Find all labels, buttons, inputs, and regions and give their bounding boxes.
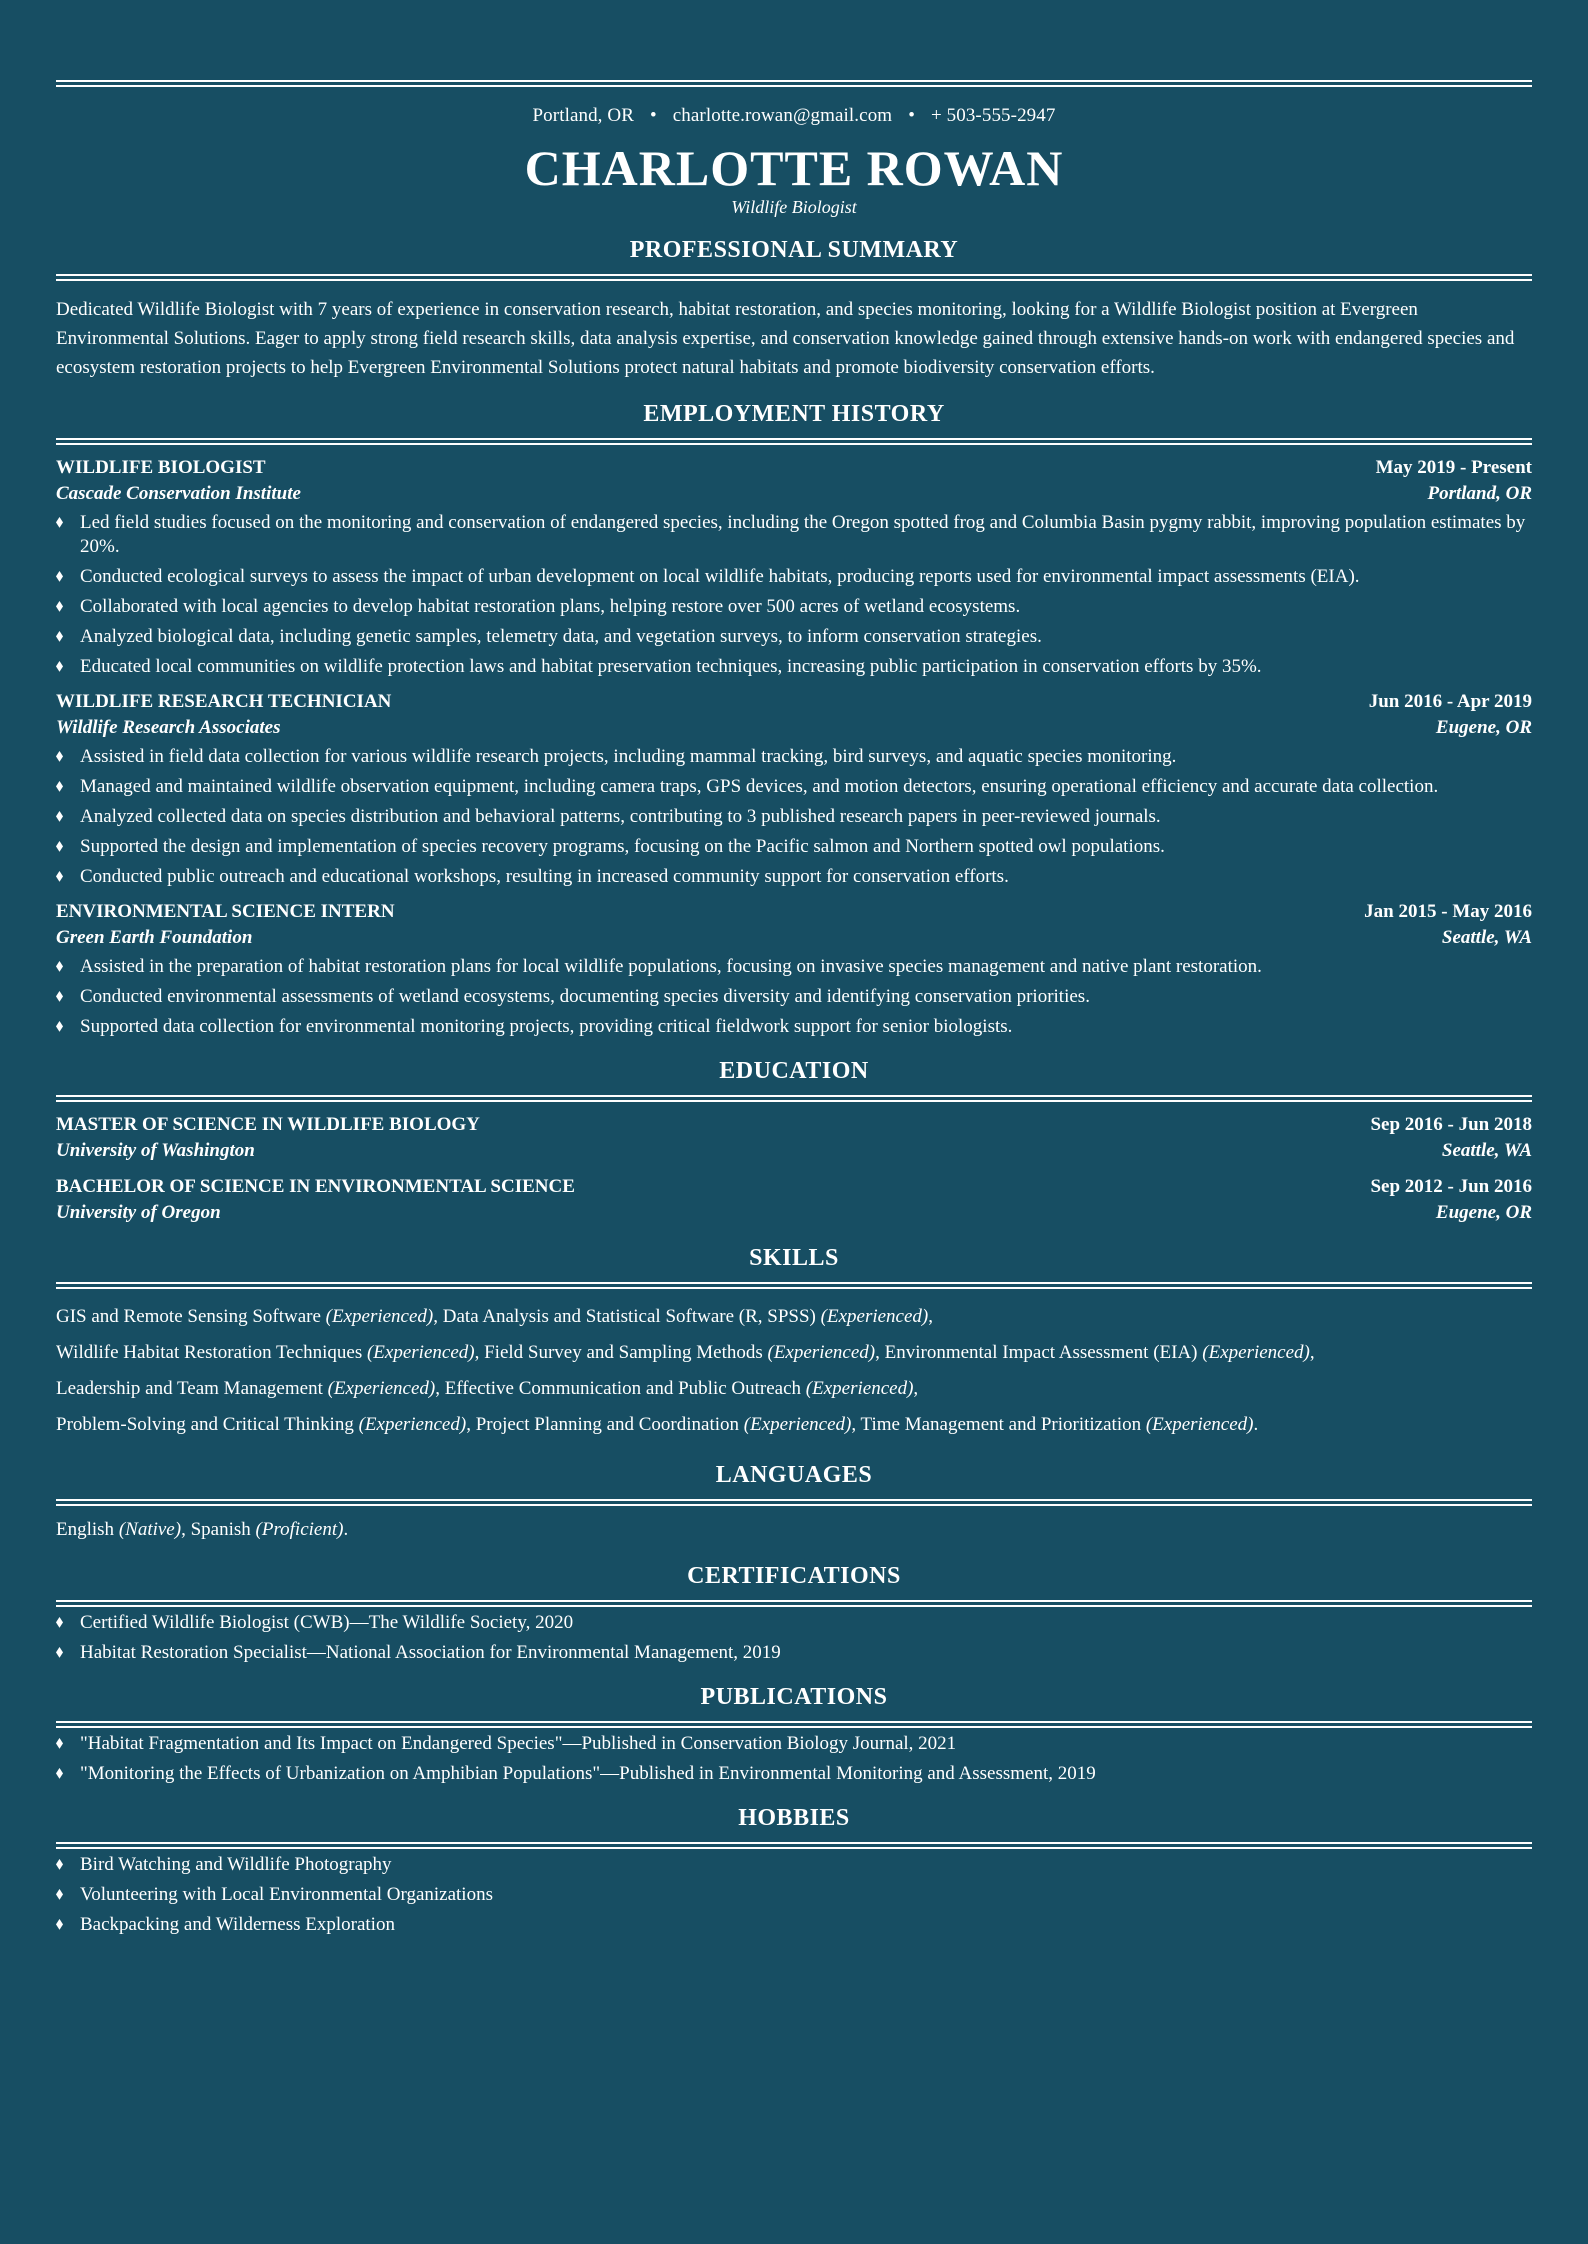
section-rule xyxy=(56,1499,1532,1506)
skills-line xyxy=(56,1407,1532,1443)
candidate-title: Wildlife Biologist xyxy=(731,197,857,217)
skill-name: Project Planning and Coordination xyxy=(475,1414,740,1435)
job-header-row xyxy=(56,689,1532,715)
skill-name: Wildlife Habitat Restoration Techniques xyxy=(56,1342,363,1363)
contact-separator: • xyxy=(908,105,915,126)
skills-list xyxy=(56,1299,1532,1443)
skill-punct: , xyxy=(928,1306,933,1327)
skills-line xyxy=(56,1335,1532,1371)
skill-punct: , xyxy=(433,1306,439,1327)
skill-name: Effective Communication and Public Outreach xyxy=(444,1378,802,1399)
skill-item xyxy=(861,1414,1259,1435)
job-bullet: ◆ Conducted ecological surveys to assess the impact of urban development on local wildlife habitats, producing reports used for environmental impact assessments (EIA). xyxy=(56,565,1532,589)
section-title-skills: SKILLS xyxy=(749,1245,839,1271)
job-bullet: ◆ Assisted in the preparation of habitat restoration plans for local wildlife populations, focusing on invasive species management and native plant restoration. xyxy=(56,955,1532,979)
skill-punct: , xyxy=(875,1342,880,1363)
section-rule xyxy=(56,1095,1532,1102)
education-entry xyxy=(56,1112,1532,1164)
certification-item: ◆ Certified Wildlife Biologist (CWB)—The Wildlife Society, 2020 xyxy=(56,1611,1532,1635)
degree: BACHELOR OF SCIENCE IN ENVIRONMENTAL SCIENCE xyxy=(56,1176,575,1197)
job-bullet: ◆ Analyzed collected data on species distribution and behavioral patterns, contributing to 3 published research papers in peer-reviewed journals. xyxy=(56,805,1532,829)
skill-item xyxy=(445,1378,918,1399)
skill-name: Field Survey and Sampling Methods xyxy=(484,1342,763,1363)
section-title-languages: LANGUAGES xyxy=(715,1462,873,1488)
job-bullets xyxy=(56,955,1532,1039)
degree: MASTER OF SCIENCE IN WILDLIFE BIOLOGY xyxy=(56,1114,480,1135)
skill-punct: , xyxy=(1309,1342,1315,1363)
skill-name: Problem-Solving and Critical Thinking xyxy=(56,1414,354,1435)
language-level: (Proficient) xyxy=(255,1519,344,1540)
skill-punct: , xyxy=(913,1378,919,1399)
publication-item: ◆ "Habitat Fragmentation and Its Impact on Endangered Species"—Published in Conservation Biology Journal, 2021 xyxy=(56,1732,1532,1756)
section-rule xyxy=(56,1282,1532,1289)
skill-item xyxy=(476,1414,856,1435)
section-title-employment: EMPLOYMENT HISTORY xyxy=(643,401,945,427)
job-dates: Jun 2016 - Apr 2019 xyxy=(1368,691,1532,712)
skill-item xyxy=(56,1306,438,1327)
skill-name: GIS and Remote Sensing Software xyxy=(56,1306,321,1327)
language-level: (Native) xyxy=(118,1519,182,1540)
job-bullet: ◆ Analyzed biological data, including genetic samples, telemetry data, and vegetation surveys, to inform conservation strategies. xyxy=(56,625,1532,649)
skill-punct: . xyxy=(1253,1414,1259,1435)
education-location: Eugene, OR xyxy=(1435,1202,1532,1223)
skill-level: (Experienced) xyxy=(1145,1414,1254,1435)
school: University of Oregon xyxy=(56,1202,221,1223)
skill-level: (Experienced) xyxy=(767,1342,876,1363)
hobbies-list xyxy=(56,1853,1532,1937)
job-title: WILDLIFE BIOLOGIST xyxy=(56,457,266,478)
job-dates: Jan 2015 - May 2016 xyxy=(1364,901,1532,922)
section-rule xyxy=(56,438,1532,445)
section-title-publications: PUBLICATIONS xyxy=(700,1684,888,1710)
skill-name: Leadership and Team Management xyxy=(56,1378,323,1399)
skill-name: Environmental Impact Assessment (EIA) xyxy=(884,1342,1198,1363)
skills-line xyxy=(56,1371,1532,1407)
school: University of Washington xyxy=(56,1140,255,1161)
language-item xyxy=(191,1519,349,1540)
language-punct: , xyxy=(181,1519,186,1540)
hobby-item: ◆ Bird Watching and Wildlife Photography xyxy=(56,1853,1532,1877)
contact-location: Portland, OR xyxy=(532,105,634,126)
skill-level: (Experienced) xyxy=(358,1414,467,1435)
skill-punct: , xyxy=(466,1414,471,1435)
job-entry xyxy=(56,899,1532,1039)
job-dates: May 2019 - Present xyxy=(1375,457,1532,478)
job-location: Seattle, WA xyxy=(1441,927,1532,948)
section-rule xyxy=(56,1721,1532,1728)
section-title-summary: PROFESSIONAL SUMMARY xyxy=(629,237,959,263)
employment-list xyxy=(56,455,1532,1039)
skills-line xyxy=(56,1299,1532,1335)
contact-phone[interactable]: + 503-555-2947 xyxy=(930,105,1056,126)
job-bullet: ◆ Supported data collection for environmental monitoring projects, providing critical fieldwork support for senior biologists. xyxy=(56,1015,1532,1039)
skill-level: (Experienced) xyxy=(366,1342,475,1363)
language-item xyxy=(56,1519,186,1540)
education-location: Seattle, WA xyxy=(1441,1140,1532,1161)
section-rule xyxy=(56,1600,1532,1607)
publications-list xyxy=(56,1732,1532,1786)
hobby-item: ◆ Backpacking and Wilderness Exploration xyxy=(56,1913,1532,1937)
contact-line xyxy=(56,105,1532,127)
summary-text: Dedicated Wildlife Biologist with 7 years of experience in conservation research, habitat restoration, and species monitoring, looking for a Wildlife Biologist position at Evergreen Environmental Solutions. Eager to apply strong field research skills, data analysis expertise, and conservation knowledge gained through extensive hands-on work with endangered species and ecosystem restoration projects to help Evergreen Environmental Solutions protect natural habitats and promote biodiversity conservation efforts. xyxy=(56,299,1515,378)
candidate-name: CHARLOTTE ROWAN xyxy=(524,140,1064,196)
languages-list xyxy=(56,1516,1532,1544)
job-title: ENVIRONMENTAL SCIENCE INTERN xyxy=(56,901,395,922)
section-rule xyxy=(56,1842,1532,1849)
skill-punct: , xyxy=(474,1342,480,1363)
certifications-list xyxy=(56,1611,1532,1665)
job-organization: Wildlife Research Associates xyxy=(56,717,281,738)
job-bullet: ◆ Supported the design and implementation of species recovery programs, focusing on the Pacific salmon and Northern spotted owl populations. xyxy=(56,835,1532,859)
education-dates: Sep 2012 - Jun 2016 xyxy=(1370,1176,1532,1197)
job-org-row xyxy=(56,715,1532,741)
skill-level: (Experienced) xyxy=(820,1306,929,1327)
language-name: Spanish xyxy=(190,1519,251,1540)
skill-punct: , xyxy=(435,1378,440,1399)
skill-level: (Experienced) xyxy=(743,1414,852,1435)
job-bullet: ◆ Collaborated with local agencies to develop habitat restoration plans, helping restore over 500 acres of wetland ecosystems. xyxy=(56,595,1532,619)
skill-item xyxy=(484,1342,880,1363)
education-dates: Sep 2016 - Jun 2018 xyxy=(1370,1114,1532,1135)
skill-item xyxy=(443,1306,933,1327)
certification-item: ◆ Habitat Restoration Specialist—National Association for Environmental Management, 2019 xyxy=(56,1641,1532,1665)
job-org-row xyxy=(56,481,1532,507)
publication-item: ◆ "Monitoring the Effects of Urbanization on Amphibian Populations"—Published in Environmental Monitoring and Assessment, 2019 xyxy=(56,1762,1532,1786)
education-list xyxy=(56,1112,1532,1226)
job-bullet: ◆ Managed and maintained wildlife observation equipment, including camera traps, GPS devices, and motion detectors, ensuring operational efficiency and accurate data collection. xyxy=(56,775,1532,799)
job-location: Portland, OR xyxy=(1427,483,1532,504)
language-name: English xyxy=(56,1519,115,1540)
skill-item xyxy=(56,1378,440,1399)
job-organization: Cascade Conservation Institute xyxy=(56,483,301,504)
section-title-education: EDUCATION xyxy=(719,1058,869,1084)
job-header-row xyxy=(56,455,1532,481)
section-title-certifications: CERTIFICATIONS xyxy=(687,1563,901,1589)
job-organization: Green Earth Foundation xyxy=(56,927,253,948)
job-header-row xyxy=(56,899,1532,925)
education-school-row xyxy=(56,1138,1532,1164)
job-bullet: ◆ Conducted environmental assessments of wetland ecosystems, documenting species diversity and identifying conservation priorities. xyxy=(56,985,1532,1009)
hobby-item: ◆ Volunteering with Local Environmental Organizations xyxy=(56,1883,1532,1907)
skill-punct: , xyxy=(851,1414,857,1435)
skill-name: Data Analysis and Statistical Software (R, SPSS) xyxy=(442,1306,816,1327)
job-bullet: ◆ Conducted public outreach and educational workshops, resulting in increased community support for conservation efforts. xyxy=(56,865,1532,889)
education-header-row xyxy=(56,1112,1532,1138)
contact-separator: • xyxy=(649,105,657,126)
skill-item xyxy=(885,1342,1315,1363)
skill-item xyxy=(56,1414,471,1435)
education-school-row xyxy=(56,1200,1532,1226)
job-bullets xyxy=(56,745,1532,889)
education-entry xyxy=(56,1174,1532,1226)
language-punct: . xyxy=(343,1519,349,1540)
skill-level: (Experienced) xyxy=(327,1378,436,1399)
resume-page xyxy=(56,0,1532,1937)
skill-level: (Experienced) xyxy=(325,1306,434,1327)
contact-email[interactable]: charlotte.rowan@gmail.com xyxy=(672,105,893,126)
job-bullet: ◆ Led field studies focused on the monitoring and conservation of endangered species, including the Oregon spotted frog and Columbia Basin pygmy rabbit, improving population estimates by 20%. xyxy=(56,511,1532,559)
skill-level: (Experienced) xyxy=(1202,1342,1310,1363)
section-title-hobbies: HOBBIES xyxy=(738,1805,850,1831)
job-title: WILDLIFE RESEARCH TECHNICIAN xyxy=(56,691,392,712)
job-entry xyxy=(56,455,1532,679)
section-rule xyxy=(56,274,1532,281)
job-org-row xyxy=(56,925,1532,951)
resume-header xyxy=(56,105,1532,218)
skill-level: (Experienced) xyxy=(805,1378,914,1399)
top-rule xyxy=(56,80,1532,87)
job-entry xyxy=(56,689,1532,889)
job-bullet: ◆ Educated local communities on wildlife protection laws and habitat preservation techniques, increasing public participation in conservation efforts by 35%. xyxy=(56,655,1532,679)
job-bullets xyxy=(56,511,1532,679)
skill-name: Time Management and Prioritization xyxy=(860,1414,1142,1435)
skill-item xyxy=(56,1342,479,1363)
job-bullet: ◆ Assisted in field data collection for various wildlife research projects, including mammal tracking, bird surveys, and aquatic species monitoring. xyxy=(56,745,1532,769)
job-location: Eugene, OR xyxy=(1435,717,1532,738)
education-header-row xyxy=(56,1174,1532,1200)
